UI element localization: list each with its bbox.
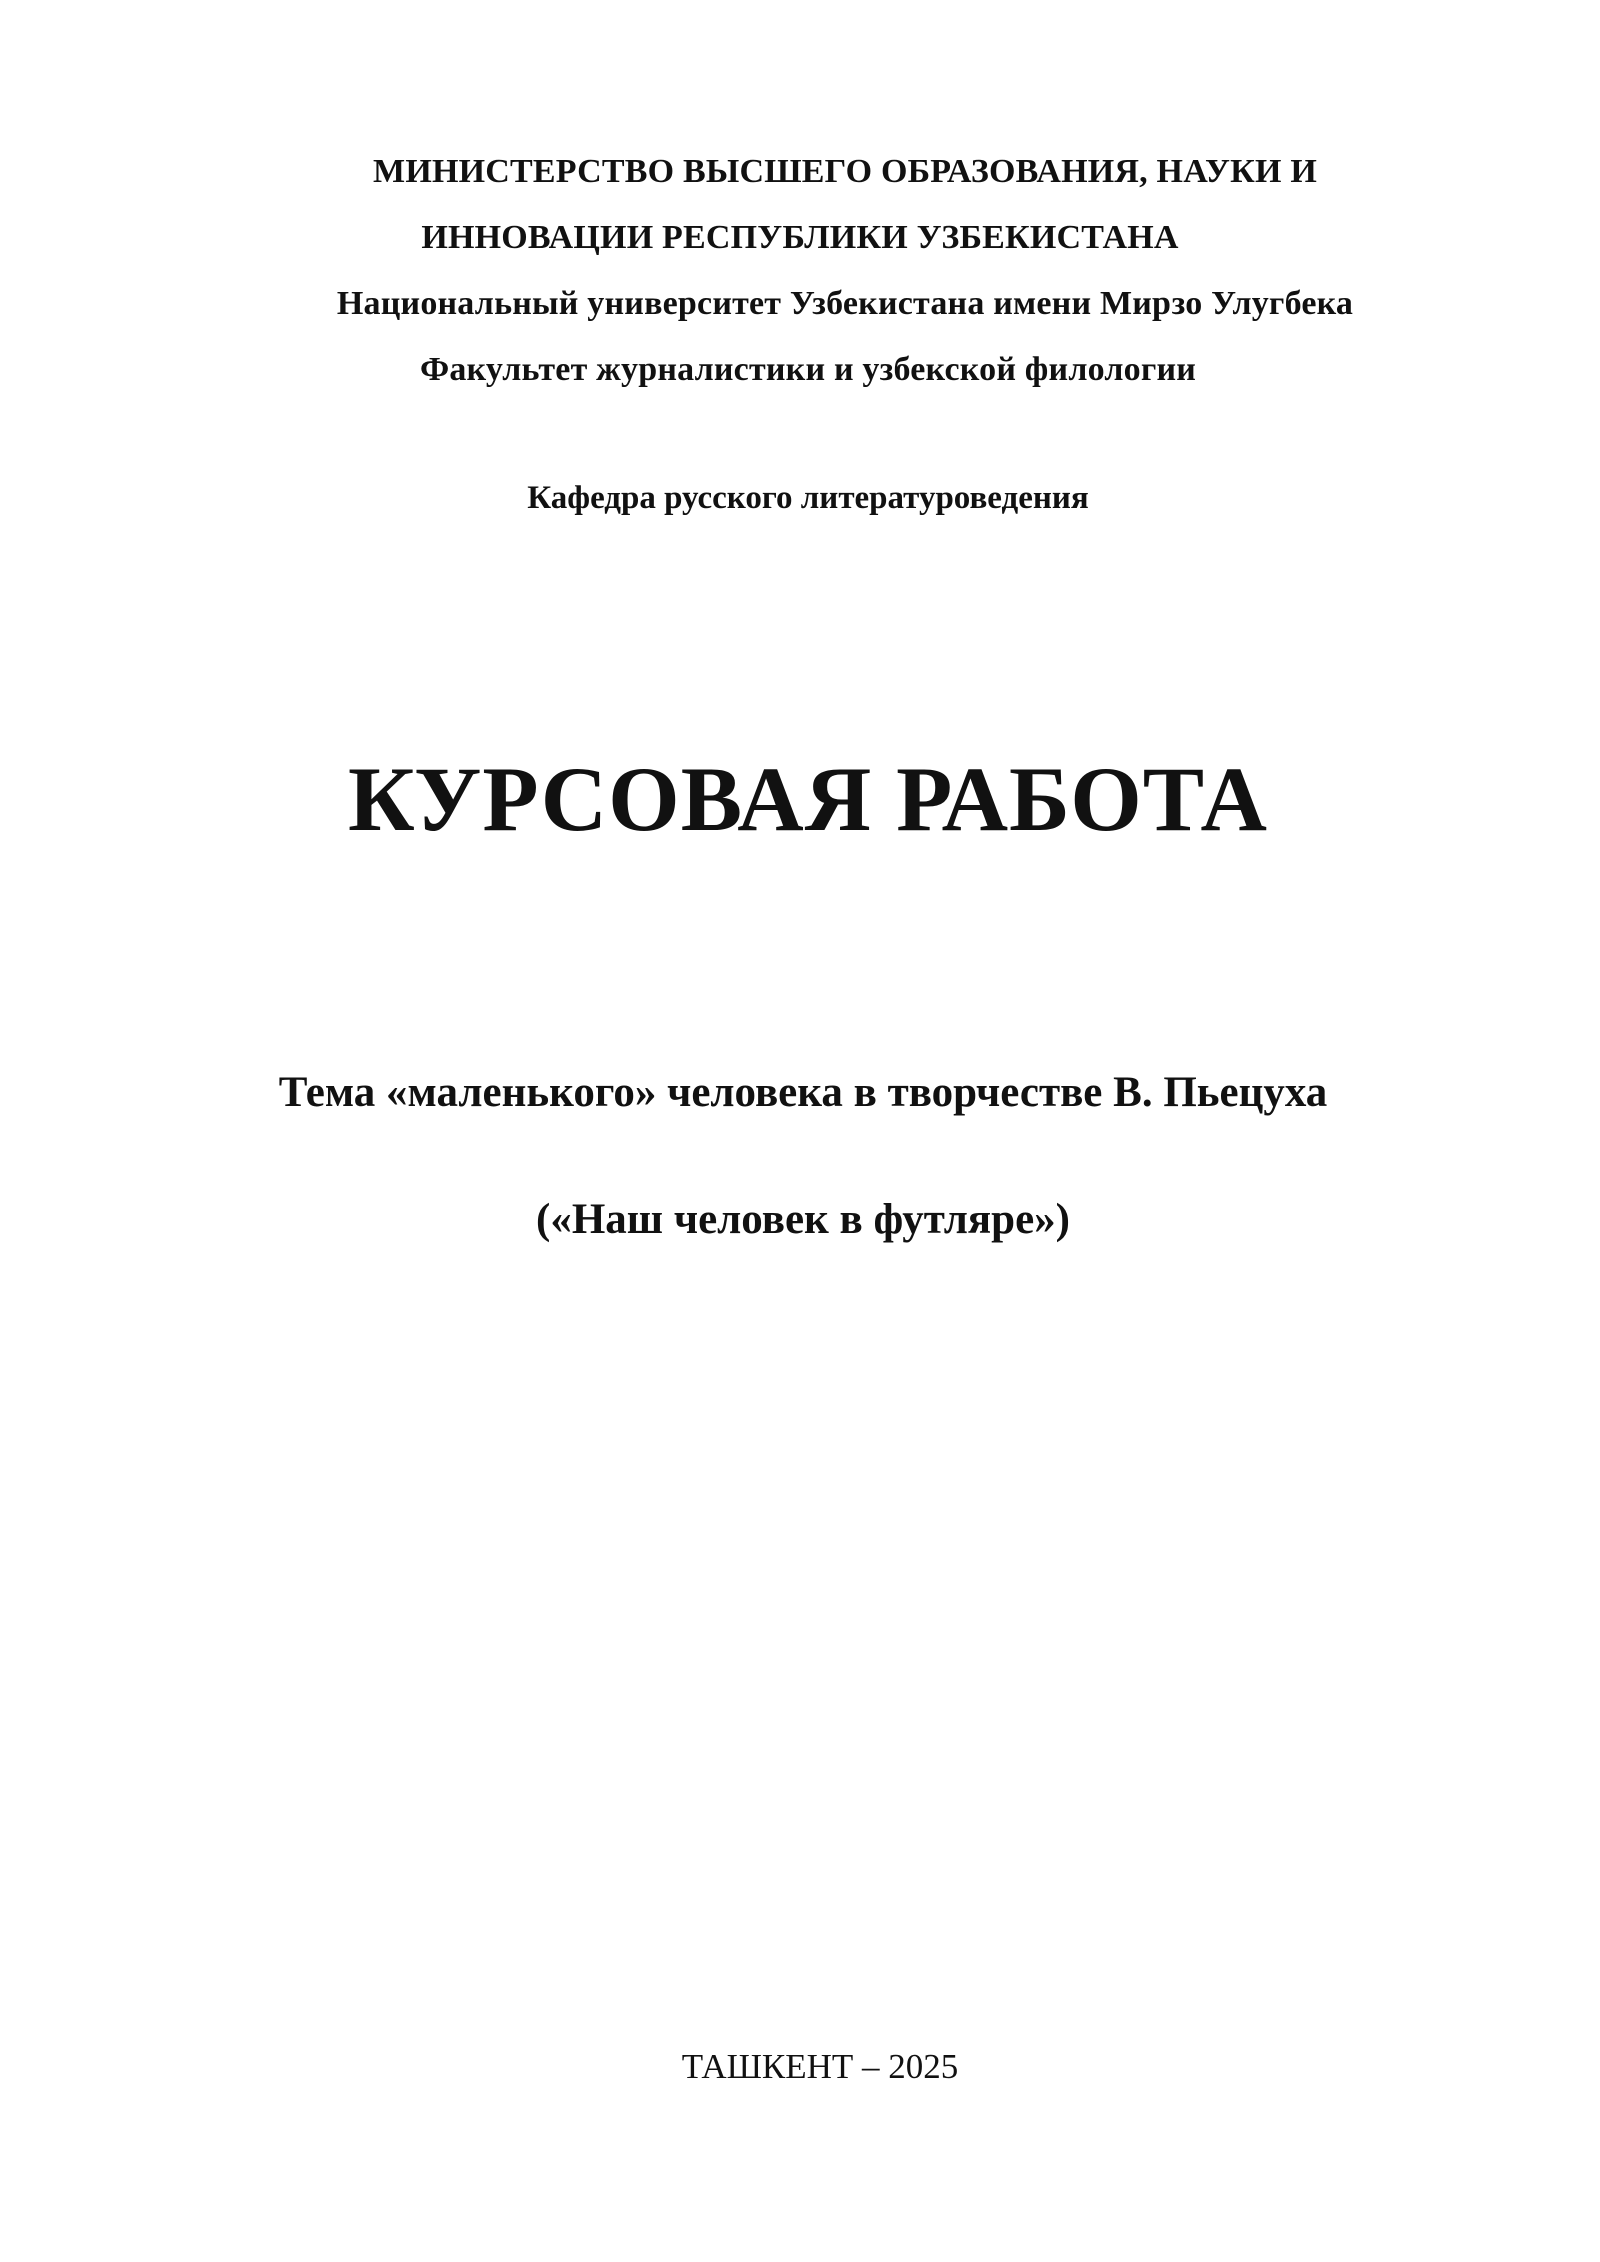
topic-line-2: («Наш человек в футляре»)	[536, 1196, 1070, 1243]
document-title: КУРСОВАЯ РАБОТА	[348, 748, 1268, 850]
university-name: Национальный университет Узбекистана имени Мирзо Улугбека	[336, 285, 1354, 322]
ministry-line-2: ИННОВАЦИИ РЕСПУБЛИКИ УЗБЕКИСТАНА	[421, 219, 1179, 256]
faculty-name: Факультет журналистики и узбекской филологии	[419, 351, 1197, 388]
ministry-line-1: МИНИСТЕРСТВО ВЫСШЕГО ОБРАЗОВАНИЯ, НАУКИ И	[373, 153, 1317, 190]
department-name: Кафедра русского литературоведения	[527, 480, 1089, 516]
topic-line-1: Тема «маленького» человека в творчестве В. Пьецуха	[278, 1069, 1328, 1116]
city-year: ТАШКЕНТ – 2025	[681, 2047, 959, 2086]
